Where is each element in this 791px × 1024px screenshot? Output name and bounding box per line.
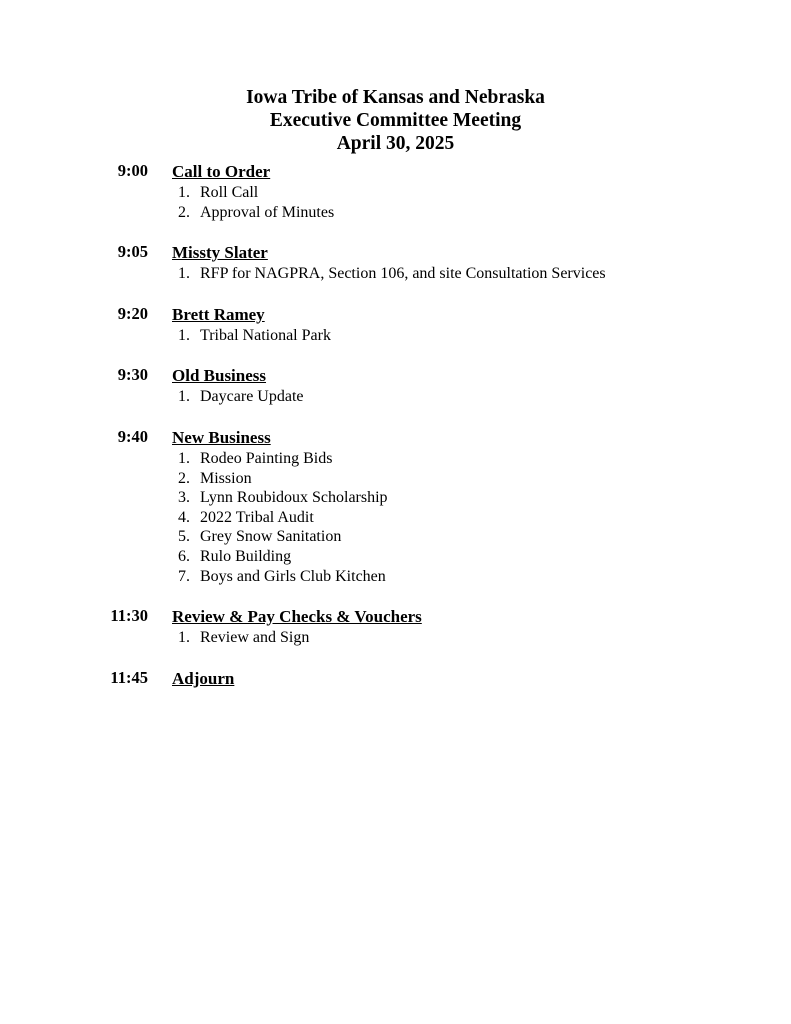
agenda-title: Missty Slater (172, 243, 268, 263)
list-item-marker: 1. (178, 449, 190, 467)
agenda-entry (60, 606, 731, 648)
list-item-text: Grey Snow Sanitation (200, 528, 342, 546)
list-item-text: Tribal National Park (200, 326, 331, 344)
agenda-subitems (172, 449, 731, 586)
spacer (60, 222, 731, 242)
list-item-marker: 6. (178, 547, 190, 565)
spacer (60, 407, 731, 427)
agenda-body (148, 161, 731, 222)
agenda-body (148, 365, 731, 407)
list-item (178, 508, 731, 528)
header-line-organization: Iowa Tribe of Kansas and Nebraska (246, 87, 545, 108)
list-item-marker: 3. (178, 489, 190, 507)
spacer (60, 648, 731, 668)
agenda-entry (60, 161, 731, 222)
list-item-marker: 2. (178, 469, 190, 487)
agenda-time: 9:00 (117, 161, 148, 180)
list-item-marker: 5. (178, 528, 190, 546)
spacer (60, 586, 731, 606)
list-item-marker: 2. (178, 203, 190, 221)
list-item-text: Rodeo Painting Bids (200, 449, 333, 467)
header-line-date: April 30, 2025 (336, 133, 455, 154)
agenda-subitems (172, 326, 731, 346)
list-item-marker: 1. (178, 184, 190, 201)
list-item (178, 547, 731, 567)
agenda-time: 9:40 (117, 426, 148, 446)
list-item-text: Daycare Update (200, 388, 304, 406)
agenda-body (148, 668, 731, 690)
agenda-title: Old Business (172, 366, 267, 386)
list-item-marker: 4. (178, 508, 190, 526)
list-item (178, 469, 731, 489)
list-item-marker: 1. (178, 629, 190, 647)
agenda-entry (60, 427, 731, 586)
agenda-time: 9:30 (117, 365, 148, 385)
list-item (178, 387, 731, 407)
agenda-entry (60, 365, 731, 407)
spacer (60, 284, 731, 304)
list-item-marker: 1. (178, 388, 190, 406)
agenda-body (148, 427, 731, 586)
list-item-text: Review and Sign (200, 629, 310, 647)
agenda-title: New Business (172, 427, 271, 447)
list-item-text: Rulo Building (200, 547, 292, 565)
list-item-text: Boys and Girls Club Kitchen (200, 567, 386, 585)
agenda-body (148, 304, 731, 346)
agenda-title: Call to Order (172, 162, 271, 181)
agenda-body (148, 242, 731, 284)
list-item (178, 527, 731, 547)
agenda-entry (60, 304, 731, 346)
list-item-marker: 1. (178, 265, 190, 283)
agenda-title: Review & Pay Checks & Vouchers (172, 607, 422, 627)
list-item (178, 628, 731, 648)
list-item-text: Roll Call (200, 184, 259, 201)
list-item (178, 264, 731, 284)
list-item (178, 449, 731, 469)
spacer (60, 345, 731, 365)
list-item (178, 488, 731, 508)
list-item (178, 567, 731, 587)
document-header (60, 86, 731, 155)
agenda-entry (60, 242, 731, 284)
list-item-text: Approval of Minutes (200, 203, 335, 221)
list-item (178, 326, 731, 346)
agenda-subitems (172, 387, 731, 407)
agenda-subitems (172, 183, 731, 222)
agenda-time: 9:05 (117, 242, 148, 262)
agenda-subitems (172, 628, 731, 648)
list-item-marker: 7. (178, 567, 190, 585)
agenda-title: Brett Ramey (172, 304, 265, 324)
header-line-meeting: Executive Committee Meeting (269, 110, 522, 131)
list-item-text: RFP for NAGPRA, Section 106, and site Consultation Services (200, 265, 606, 283)
agenda-entry (60, 668, 731, 690)
list-item (178, 203, 731, 223)
agenda-list (60, 161, 731, 690)
list-item-text: Mission (200, 469, 252, 487)
agenda-time: 11:45 (110, 667, 148, 687)
list-item-text: 2022 Tribal Audit (200, 508, 314, 526)
agenda-title: Adjourn (172, 668, 235, 688)
agenda-body (148, 606, 731, 648)
agenda-time: 9:20 (117, 303, 148, 323)
list-item-marker: 1. (178, 326, 190, 344)
agenda-time: 11:30 (110, 606, 148, 626)
list-item-text: Lynn Roubidoux Scholarship (200, 489, 388, 507)
list-item (178, 183, 731, 203)
agenda-subitems (172, 264, 731, 284)
